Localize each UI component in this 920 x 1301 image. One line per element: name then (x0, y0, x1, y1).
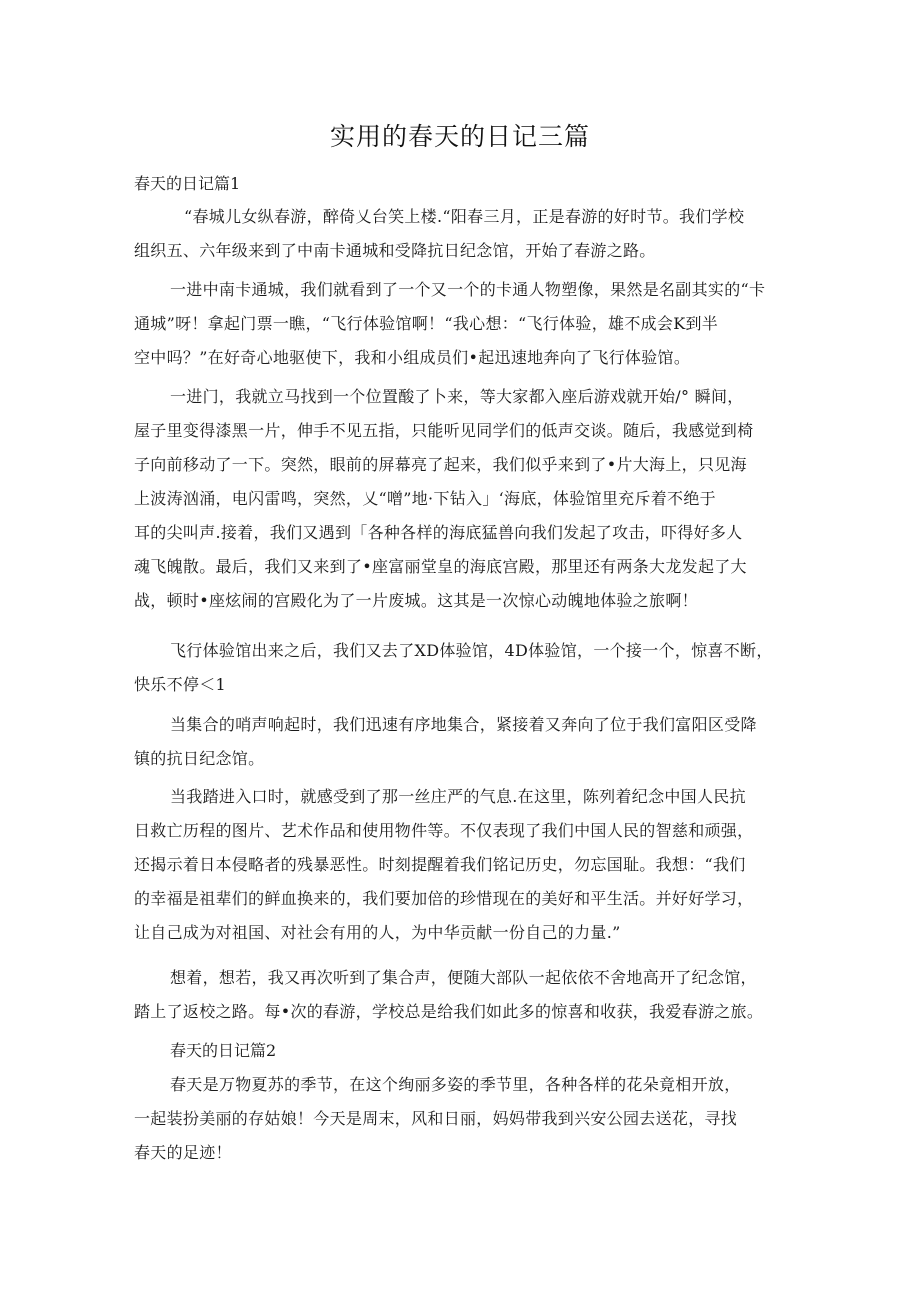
paragraph-line: 一进中南卡通城，我们就看到了一个又一个的卡通人物塑像，果然是名副其实的“卡 (170, 280, 766, 299)
paragraph-line: 飞行体验馆出来之后，我们又去了XD体验馆，4D体验馆，一个接一个，惊喜不断， (170, 641, 773, 660)
paragraph-line: 战，顿时•座炫闹的宫殿化为了一片废城。这其是一次惊心动魄地体验之旅啊！ (134, 591, 698, 610)
paragraph-line: 当集合的哨声响起时，我们迅速有序地集合，紧接着又奔向了位于我们富阳区受降 (170, 715, 757, 734)
paragraph-line: 屋子里变得漆黑一片，伸手不见五指，只能听见同学们的低声交谈。随后，我感觉到椅 (134, 421, 754, 440)
paragraph-line: 组织五、六年级来到了中南卡通城和受降抗日纪念馆，开始了春游之路。 (134, 241, 656, 260)
paragraph (134, 708, 784, 776)
paragraph-line: 踏上了返校之路。每•次的春游，学校总是给我们如此多的惊喜和收获，我爱春游之旅。 (134, 1002, 764, 1021)
paragraph-line: 还揭示着日本侵略者的残暴恶性。时刻提醒着我们铭记历史，勿忘国耻。我想：“我们 (134, 855, 746, 874)
paragraph-line: 子向前移动了一下。突然，眼前的屏幕亮了起来，我们似乎来到了•片大海上，只见海 (134, 455, 747, 474)
paragraph (134, 634, 784, 702)
paragraph-line: “春城儿女纵春游，醉倚乂台笑上楼.“阳春三月，正是春游的好时节。我们学校 (184, 207, 745, 226)
paragraph-line: 春天是万物夏苏的季节，在这个绚丽多姿的季节里，各种各样的花朵竟相开放， (170, 1075, 741, 1094)
document-title: 实用的春天的日记三篇 (329, 122, 590, 151)
paragraph-line: 想着，想若，我又再次听到了集合声，便随大部队一起依依不舍地高开了纪念馆， (170, 968, 757, 987)
paragraph (134, 780, 784, 950)
paragraph (134, 200, 784, 268)
paragraph (134, 961, 784, 1029)
paragraph-line: 镇的抗日纪念馆。 (134, 749, 265, 768)
paragraph-line: 一进门，我就立马找到一个位置酸了卜来，等大家都入座后游戏就开始/° 瞬间， (170, 387, 744, 406)
paragraph-line: 当我踏进入口时，就感受到了那一丝庄严的气息.在这里，陈列着纪念中国人民抗 (170, 787, 746, 806)
paragraph-line: 耳的尖叫声.接着，我们又遇到「各种各样的海底猛兽向我们发起了攻击，吓得好多人 (134, 523, 743, 542)
section-2-label: 春天的日记篇2 (170, 1041, 277, 1060)
section-1-label: 春天的日记篇1 (134, 174, 241, 193)
paragraph-line: 上波涛汹涌，电闪雷鸣，突然，乂“噌”地·下钻入」‘海底，体验馆里充斥着不绝于 (134, 489, 716, 508)
paragraph (134, 1068, 784, 1170)
paragraph-line: 一起装扮美丽的存姑娘！今天是周末，风和日丽，妈妈带我到兴安公园去送花，寻找 (134, 1109, 738, 1128)
paragraph-line: 日救亡历程的图片、艺术作品和使用物件等。不仅表现了我们中国人民的智慈和顽强， (134, 821, 754, 840)
paragraph-line: 魂飞魄散。最后，我们又来到了•座富丽堂皇的海底宫殿，那里还有两条大龙发起了大 (134, 557, 747, 576)
paragraph (134, 273, 784, 375)
paragraph-line: 通城”呀！拿起门票一瞧，“飞行体验馆啊！“我心想：“飞行体验，雄不成会K到半 (134, 314, 719, 333)
paragraph-line: 的幸福是祖辈们的鲜血换来的，我们要加倍的珍惜现在的美好和平生活。并好好学习， (134, 889, 754, 908)
paragraph-line: 让自己成为对祖国、对社会有用的人，为中华贡献一份自己的力量.” (134, 923, 621, 942)
paragraph-line: 空中吗？”在好奇心地驱使下，我和小组成员们•起迅速地奔向了飞行体验馆。 (134, 348, 691, 367)
paragraph-line: 快乐不停＜1 (134, 675, 226, 694)
paragraph-line: 春天的足迹！ (134, 1143, 232, 1162)
paragraph (134, 380, 784, 618)
